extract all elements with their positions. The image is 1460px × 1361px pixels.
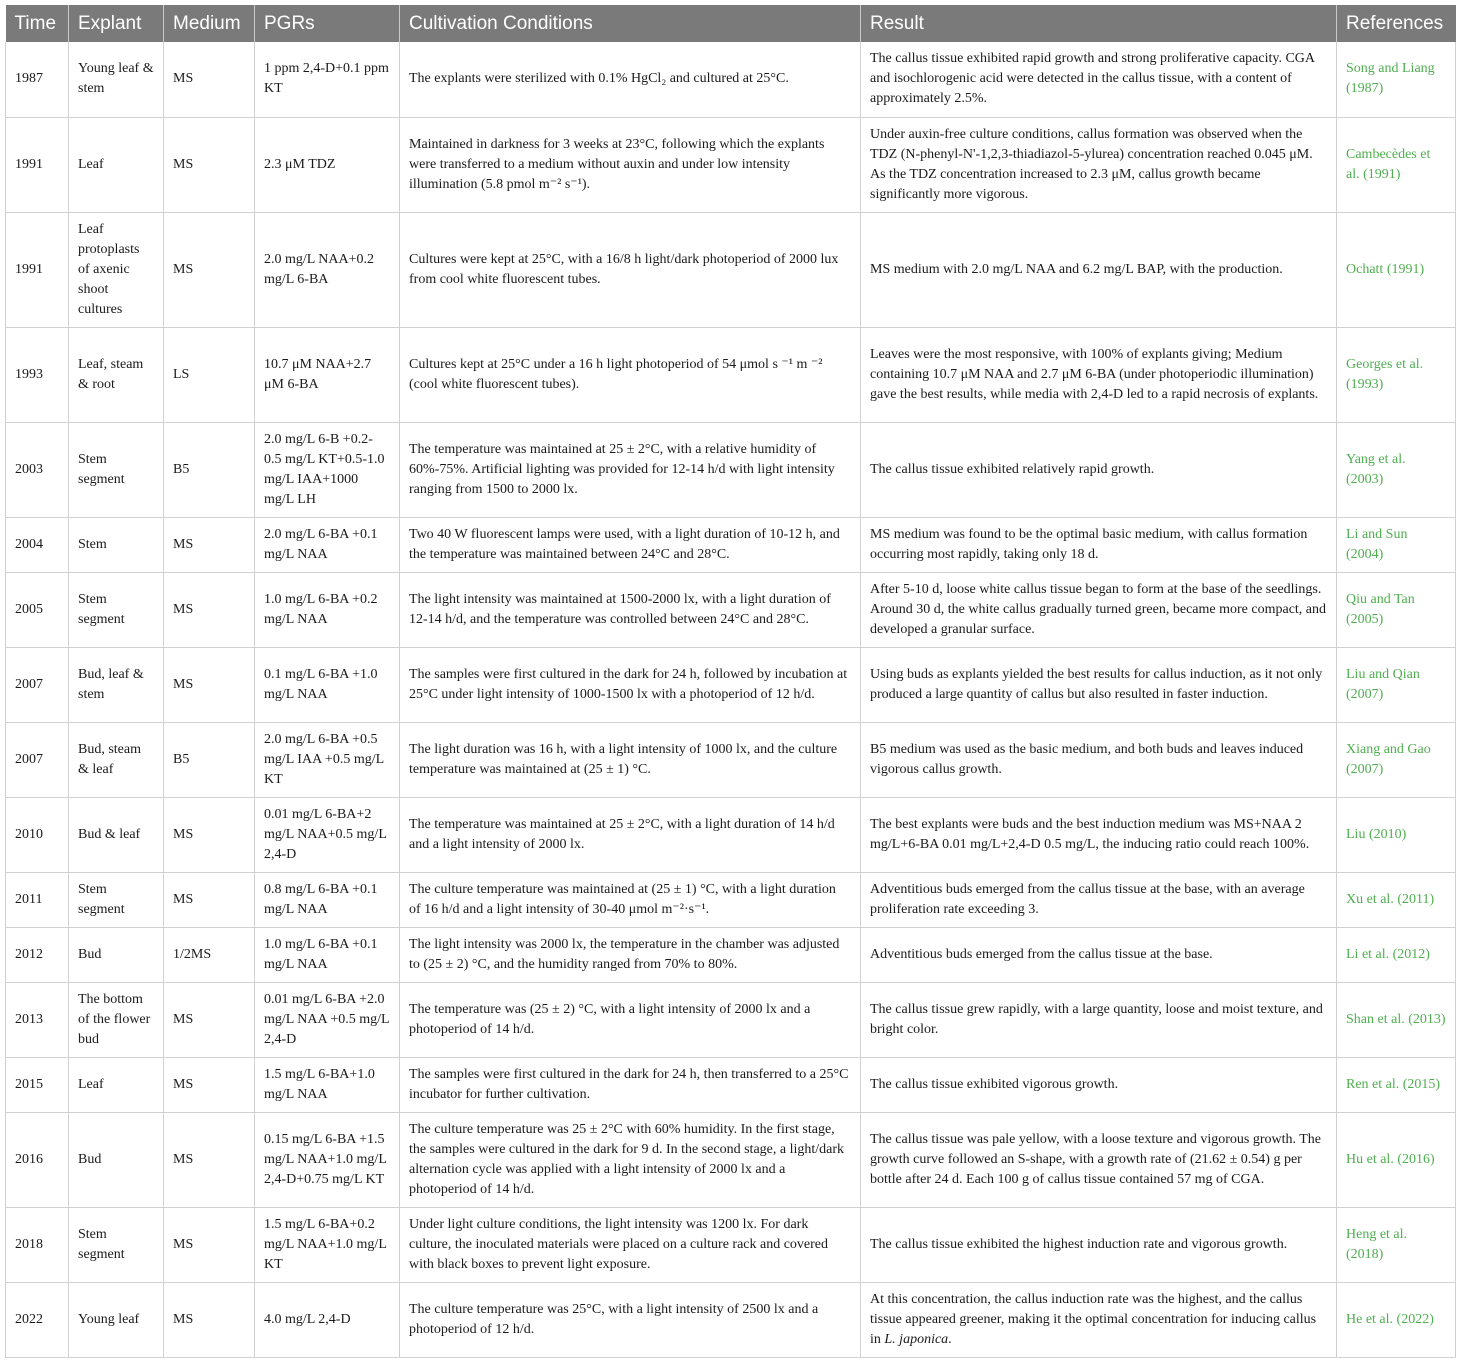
cell-medium: MS	[164, 212, 255, 327]
cell-conditions: Cultures kept at 25°C under a 16 h light photoperiod of 54 μmol s ⁻¹ m ⁻² (cool white fluorescent tubes).	[400, 327, 861, 422]
reference-link[interactable]: Li et al. (2012)	[1346, 946, 1430, 962]
cell-medium: MS	[164, 647, 255, 722]
cell-explant: Bud	[69, 927, 164, 982]
cell-time: 1991	[6, 117, 69, 212]
cell-result: The callus tissue grew rapidly, with a large quantity, loose and moist texture, and bright color.	[861, 982, 1337, 1057]
cell-time: 2007	[6, 647, 69, 722]
table-row	[6, 927, 1456, 982]
cell-reference	[1337, 212, 1456, 327]
table-row	[6, 117, 1456, 212]
result-text-end: .	[948, 1331, 952, 1347]
reference-link[interactable]: Ochatt (1991)	[1346, 261, 1425, 277]
cell-conditions: Maintained in darkness for 3 weeks at 23°C, following which the explants were transferred to a medium without auxin and under low intensity illumination (5.8 pmol m⁻² s⁻¹).	[400, 117, 861, 212]
cell-pgrs: 2.0 mg/L NAA+0.2 mg/L 6-BA	[255, 212, 400, 327]
cell-medium: LS	[164, 327, 255, 422]
cell-result: The callus tissue exhibited vigorous growth.	[861, 1057, 1337, 1112]
cell-reference	[1337, 982, 1456, 1057]
cell-reference	[1337, 572, 1456, 647]
cell-pgrs: 0.01 mg/L 6-BA +2.0 mg/L NAA +0.5 mg/L 2,4-D	[255, 982, 400, 1057]
cell-time: 2013	[6, 982, 69, 1057]
cell-conditions: Cultures were kept at 25°C, with a 16/8 h light/dark photoperiod of 2000 lux from cool white fluorescent tubes.	[400, 212, 861, 327]
reference-link[interactable]: He et al. (2022)	[1346, 1311, 1434, 1327]
cell-reference	[1337, 927, 1456, 982]
cell-medium: MS	[164, 1112, 255, 1207]
cell-explant: Bud, leaf & stem	[69, 647, 164, 722]
cell-conditions: The light intensity was maintained at 1500-2000 lx, with a light duration of 12-14 h/d, and the temperature was controlled between 24°C and 28°C.	[400, 572, 861, 647]
cell-reference	[1337, 1207, 1456, 1282]
cell-conditions: Under light culture conditions, the light intensity was 1200 lx. For dark culture, the inoculated materials were placed on a culture rack and covered with black boxes to prevent light exposure.	[400, 1207, 861, 1282]
cell-medium: MS	[164, 117, 255, 212]
reference-link[interactable]: Hu et al. (2016)	[1346, 1151, 1435, 1167]
cell-result: Using buds as explants yielded the best results for callus induction, as it not only produced a large quantity of callus but also resulted in faster induction.	[861, 647, 1337, 722]
cell-medium: MS	[164, 1207, 255, 1282]
reference-link[interactable]: Cambecèdes et al. (1991)	[1346, 146, 1431, 182]
column-header-medium: Medium	[164, 5, 255, 42]
cell-medium: MS	[164, 1057, 255, 1112]
cell-reference	[1337, 872, 1456, 927]
cell-explant: The bottom of the flower bud	[69, 982, 164, 1057]
column-header-time: Time	[6, 5, 69, 42]
cell-pgrs: 0.15 mg/L 6-BA +1.5 mg/L NAA+1.0 mg/L 2,4-D+0.75 mg/L KT	[255, 1112, 400, 1207]
cell-reference	[1337, 722, 1456, 797]
cell-time: 2012	[6, 927, 69, 982]
cell-reference	[1337, 1112, 1456, 1207]
table-row	[6, 647, 1456, 722]
cell-time: 1993	[6, 327, 69, 422]
cell-time: 2007	[6, 722, 69, 797]
cell-medium: MS	[164, 42, 255, 117]
cell-pgrs: 1.5 mg/L 6-BA+1.0 mg/L NAA	[255, 1057, 400, 1112]
table-row	[6, 1112, 1456, 1207]
reference-link[interactable]: Heng et al. (2018)	[1346, 1226, 1408, 1262]
reference-link[interactable]: Li and Sun (2004)	[1346, 526, 1408, 562]
cell-pgrs: 1.0 mg/L 6-BA +0.1 mg/L NAA	[255, 927, 400, 982]
cell-time: 2022	[6, 1282, 69, 1357]
cell-conditions: The light duration was 16 h, with a light intensity of 1000 lx, and the culture temperature was maintained at (25 ± 1) °C.	[400, 722, 861, 797]
table-container	[5, 5, 1455, 1358]
column-header-references: References	[1337, 5, 1456, 42]
table-row	[6, 572, 1456, 647]
cell-pgrs: 0.1 mg/L 6-BA +1.0 mg/L NAA	[255, 647, 400, 722]
table-row	[6, 42, 1456, 117]
cell-conditions: The temperature was (25 ± 2) °C, with a light intensity of 2000 lx and a photoperiod of 14 h/d.	[400, 982, 861, 1057]
cell-conditions: The culture temperature was 25°C, with a light intensity of 2500 lx and a photoperiod of 12 h/d.	[400, 1282, 861, 1357]
cell-medium: MS	[164, 572, 255, 647]
cell-conditions: The samples were first cultured in the dark for 24 h, then transferred to a 25°C incubator for further cultivation.	[400, 1057, 861, 1112]
cell-time: 2018	[6, 1207, 69, 1282]
cell-medium: B5	[164, 422, 255, 517]
cell-result: After 5-10 d, loose white callus tissue began to form at the base of the seedlings. Around 30 d, the white callus gradually turned green, became more compact, and developed a granular surface.	[861, 572, 1337, 647]
cell-conditions: The samples were first cultured in the dark for 24 h, followed by incubation at 25°C under light intensity of 1000-1500 lx with a photoperiod of 12 h/d.	[400, 647, 861, 722]
cell-conditions: Two 40 W fluorescent lamps were used, with a light duration of 10-12 h, and the temperature was maintained between 24°C and 28°C.	[400, 517, 861, 572]
cell-time: 2016	[6, 1112, 69, 1207]
cell-pgrs: 10.7 μM NAA+2.7 μM 6-BA	[255, 327, 400, 422]
cell-medium: MS	[164, 1282, 255, 1357]
cell-explant: Leaf protoplasts of axenic shoot cultures	[69, 212, 164, 327]
cell-explant: Bud, steam & leaf	[69, 722, 164, 797]
cell-time: 2004	[6, 517, 69, 572]
cell-result: MS medium with 2.0 mg/L NAA and 6.2 mg/L BAP, with the production.	[861, 212, 1337, 327]
cell-explant: Stem segment	[69, 572, 164, 647]
cell-explant: Bud & leaf	[69, 797, 164, 872]
cell-result: The callus tissue exhibited relatively rapid growth.	[861, 422, 1337, 517]
cell-pgrs: 2.0 mg/L 6-B +0.2-0.5 mg/L KT+0.5-1.0 mg/L IAA+1000 mg/L LH	[255, 422, 400, 517]
cell-conditions: The temperature was maintained at 25 ± 2°C, with a relative humidity of 60%-75%. Artificial lighting was provided for 12-14 h/d with light intensity ranging from 1500 to 2000 lx.	[400, 422, 861, 517]
cell-conditions: The temperature was maintained at 25 ± 2°C, with a light duration of 14 h/d and a light intensity of 2000 lx.	[400, 797, 861, 872]
cell-pgrs: 2.3 μM TDZ	[255, 117, 400, 212]
cell-pgrs: 0.8 mg/L 6-BA +0.1 mg/L NAA	[255, 872, 400, 927]
cell-medium: MS	[164, 517, 255, 572]
cell-result: The callus tissue was pale yellow, with a loose texture and vigorous growth. The growth curve followed an S-shape, with a growth rate of (21.62 ± 0.54) g per bottle after 24 d. Each 100 g of callus tissue contained 57 mg of CGA.	[861, 1112, 1337, 1207]
cell-time: 2015	[6, 1057, 69, 1112]
cell-time: 2011	[6, 872, 69, 927]
cell-pgrs: 0.01 mg/L 6-BA+2 mg/L NAA+0.5 mg/L 2,4-D	[255, 797, 400, 872]
cell-medium: B5	[164, 722, 255, 797]
reference-link[interactable]: Xiang and Gao (2007)	[1346, 741, 1431, 777]
table-row	[6, 1207, 1456, 1282]
cell-medium: MS	[164, 872, 255, 927]
reference-link[interactable]: Yang et al. (2003)	[1346, 451, 1406, 487]
cell-reference	[1337, 1282, 1456, 1357]
column-header-explant: Explant	[69, 5, 164, 42]
cell-conditions: The culture temperature was 25 ± 2°C with 60% humidity. In the first stage, the samples were cultured in the dark for 9 d. In the second stage, a light/dark alternation cycle was applied with a light intensity of 2000 lx and a photoperiod of 14 h/d.	[400, 1112, 861, 1207]
result-text: At this concentration, the callus induction rate was the highest, and the callus tissue appeared greener, making it the optimal concentration for inducing callus in	[870, 1291, 1317, 1347]
header-row	[6, 5, 1456, 42]
cell-reference	[1337, 422, 1456, 517]
cell-reference	[1337, 797, 1456, 872]
cell-reference	[1337, 1057, 1456, 1112]
reference-link[interactable]: Shan et al. (2013)	[1346, 1011, 1446, 1027]
reference-link[interactable]: Liu (2010)	[1346, 826, 1407, 842]
cell-explant: Leaf	[69, 117, 164, 212]
table-row	[6, 872, 1456, 927]
table-row	[6, 722, 1456, 797]
cell-result: Adventitious buds emerged from the callus tissue at the base, with an average proliferation rate exceeding 3.	[861, 872, 1337, 927]
cell-reference	[1337, 647, 1456, 722]
cell-reference	[1337, 517, 1456, 572]
cell-time: 1991	[6, 212, 69, 327]
cell-explant: Leaf, steam & root	[69, 327, 164, 422]
cell-time: 2003	[6, 422, 69, 517]
callus-induction-table	[5, 5, 1456, 1358]
cell-time: 2005	[6, 572, 69, 647]
reference-link[interactable]: Georges et al. (1993)	[1346, 356, 1424, 392]
column-header-cultivation-conditions: Cultivation Conditions	[400, 5, 861, 42]
table-row	[6, 212, 1456, 327]
reference-link[interactable]: Song and Liang (1987)	[1346, 61, 1435, 97]
cell-explant: Stem segment	[69, 422, 164, 517]
cell-explant: Young leaf	[69, 1282, 164, 1357]
cell-result: The callus tissue exhibited rapid growth and strong proliferative capacity. CGA and isochlorogenic acid were detected in the callus tissue, with a content of approximately 2.5%.	[861, 42, 1337, 117]
cell-reference	[1337, 327, 1456, 422]
table-row	[6, 517, 1456, 572]
cell-explant: Stem	[69, 517, 164, 572]
reference-link[interactable]: Qiu and Tan (2005)	[1346, 591, 1415, 627]
species-name: L. japonica	[884, 1331, 949, 1347]
reference-link[interactable]: Liu and Qian (2007)	[1346, 666, 1420, 702]
table-row	[6, 1282, 1456, 1357]
table-row	[6, 1057, 1456, 1112]
cell-result: Adventitious buds emerged from the callus tissue at the base.	[861, 927, 1337, 982]
cell-explant: Bud	[69, 1112, 164, 1207]
cell-conditions: The culture temperature was maintained at (25 ± 1) °C, with a light duration of 16 h/d and a light intensity of 30-40 μmol m⁻²·s⁻¹.	[400, 872, 861, 927]
cell-result: The callus tissue exhibited the highest induction rate and vigorous growth.	[861, 1207, 1337, 1282]
reference-link[interactable]: Ren et al. (2015)	[1346, 1076, 1441, 1092]
cell-medium: MS	[164, 797, 255, 872]
cell-medium: 1/2MS	[164, 927, 255, 982]
table-row	[6, 797, 1456, 872]
cell-result: Leaves were the most responsive, with 100% of explants giving; Medium containing 10.7 μM NAA and 2.7 μM 6-BA (under photoperiodic illumination) gave the best results, while media with 2,4-D led to a rapid necrosis of explants.	[861, 327, 1337, 422]
reference-link[interactable]: Xu et al. (2011)	[1346, 891, 1435, 907]
cell-time: 1987	[6, 42, 69, 117]
cell-pgrs: 1 ppm 2,4-D+0.1 ppm KT	[255, 42, 400, 117]
table-row	[6, 422, 1456, 517]
cell-time: 2010	[6, 797, 69, 872]
cell-pgrs: 2.0 mg/L 6-BA +0.1 mg/L NAA	[255, 517, 400, 572]
cell-conditions: The explants were sterilized with 0.1% HgCl₂ and cultured at 25°C.	[400, 42, 861, 117]
cell-pgrs: 4.0 mg/L 2,4-D	[255, 1282, 400, 1357]
cell-reference	[1337, 117, 1456, 212]
cell-result: Under auxin-free culture conditions, callus formation was observed when the TDZ (N-phenyl-N'-1,2,3-thiadiazol-5-ylurea) concentration reached 0.045 μM. As the TDZ concentration increased to 2.3 μM, callus growth became significantly more vigorous.	[861, 117, 1337, 212]
cell-medium: MS	[164, 982, 255, 1057]
cell-result: The best explants were buds and the best induction medium was MS+NAA 2 mg/L+6-BA 0.01 mg/L+2,4-D 0.5 mg/L, the inducing ratio could reach 100%.	[861, 797, 1337, 872]
cell-pgrs: 2.0 mg/L 6-BA +0.5 mg/L IAA +0.5 mg/L KT	[255, 722, 400, 797]
cell-result: MS medium was found to be the optimal basic medium, with callus formation occurring most rapidly, taking only 18 d.	[861, 517, 1337, 572]
table-row	[6, 327, 1456, 422]
column-header-result: Result	[861, 5, 1337, 42]
cell-conditions: The light intensity was 2000 lx, the temperature in the chamber was adjusted to (25 ± 2) °C, and the humidity ranged from 70% to 80%.	[400, 927, 861, 982]
cell-explant: Young leaf & stem	[69, 42, 164, 117]
cell-reference	[1337, 42, 1456, 117]
cell-explant: Stem segment	[69, 872, 164, 927]
cell-explant: Stem segment	[69, 1207, 164, 1282]
column-header-pgrs: PGRs	[255, 5, 400, 42]
cell-explant: Leaf	[69, 1057, 164, 1112]
cell-result: B5 medium was used as the basic medium, and both buds and leaves induced vigorous callus growth.	[861, 722, 1337, 797]
table-row	[6, 982, 1456, 1057]
cell-pgrs: 1.0 mg/L 6-BA +0.2 mg/L NAA	[255, 572, 400, 647]
cell-result	[861, 1282, 1337, 1357]
cell-pgrs: 1.5 mg/L 6-BA+0.2 mg/L NAA+1.0 mg/L KT	[255, 1207, 400, 1282]
